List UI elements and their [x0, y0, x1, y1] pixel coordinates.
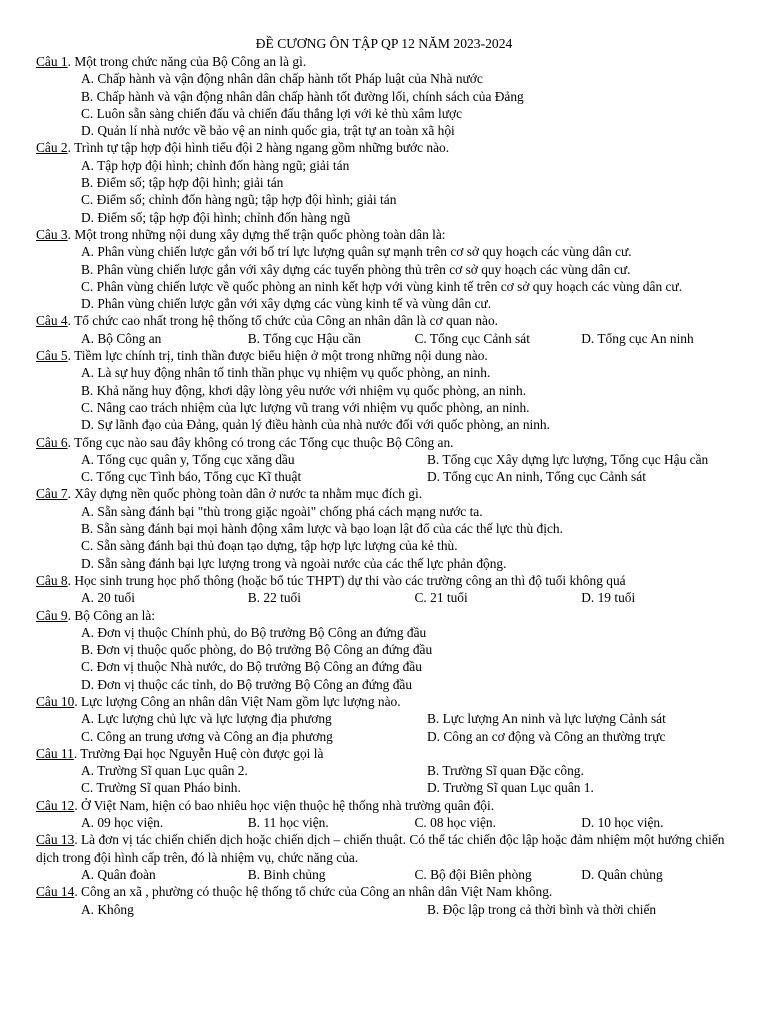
option-b: B. Lực lượng An ninh và lực lượng Cảnh sát	[427, 711, 666, 727]
question-text: . Tiềm lực chính trị, tinh thần được biểu hiện ở một trong những nội dung nào.	[67, 348, 488, 364]
question-text: . Bộ Công an là:	[67, 607, 156, 623]
question-13	[0, 831, 768, 866]
option-d: D. Sẵn sàng đánh bại lực lượng trong và ngoài nước của các thế lực phản động.	[81, 555, 507, 571]
question-text: . Trường Đại học Nguyễn Huệ còn được gọi là	[73, 745, 324, 761]
option-c: C. Đơn vị thuộc Nhà nước, do Bộ trưởng Bộ Công an đứng đầu	[81, 659, 422, 675]
question-text: . Là đơn vị tác chiến chiến dịch hoặc chiến dịch – chiến thuật. Có thể tác chiến độc lập hoặc đảm nhiệm một hướng chiến dịch trong đội hình cấp trên, đó là nhiệm vụ, chức năng của.	[36, 832, 725, 865]
option-a: A. Tập hợp đội hình; chỉnh đốn hàng ngũ; giải tán	[81, 157, 350, 173]
question-label: Câu 9	[36, 607, 68, 623]
option-a: A. Đơn vị thuộc Chính phủ, do Bộ trưởng Bộ Công an đứng đầu	[81, 624, 427, 640]
option-d: D. Quản lí nhà nước về bảo vệ an ninh quốc gia, trật tự an toàn xã hội	[81, 123, 455, 139]
option-c: C. Công an trung ương và Công an địa phương	[81, 728, 333, 744]
question-text: . Trình tự tập hợp đội hình tiểu đội 2 hàng ngang gồm những bước nào.	[67, 140, 450, 156]
question-3	[0, 226, 768, 243]
option-b: B. Binh chủng	[247, 866, 326, 882]
option-a: A. Sẵn sàng đánh bại "thù trong giặc ngoài" chống phá cách mạng nước ta.	[81, 503, 483, 519]
question-9	[0, 607, 768, 624]
option-d: D. Trường Sĩ quan Lục quân 1.	[427, 780, 594, 796]
option-b: B. Khả năng huy động, khơi dậy lòng yêu nước với nhiệm vụ quốc phòng, an ninh.	[81, 382, 527, 398]
question-text: . Công an xã , phường có thuộc hệ thống tổ chức của Công an nhân dân Việt Nam không.	[74, 884, 553, 900]
option-d: D. Quân chủng	[581, 866, 663, 882]
option-c: C. Sẵn sàng đánh bại thủ đoạn tạo dựng, tập hợp lực lượng của kẻ thù.	[81, 538, 458, 554]
question-10	[0, 693, 768, 710]
options-row	[0, 589, 768, 606]
option-c: C. 08 học viện.	[414, 815, 496, 831]
question-4	[0, 312, 768, 329]
option-b: B. 11 học viện.	[247, 815, 329, 831]
question-6	[0, 434, 768, 451]
option-b: B. Điểm số; tập hợp đội hình; giải tán	[81, 175, 284, 191]
question-text: . Xây dựng nền quốc phòng toàn dân ở nước ta nhằm mục đích gì.	[67, 486, 423, 502]
question-1	[0, 53, 768, 70]
option-d: D. Phân vùng chiến lược gắn với xây dựng các vùng kinh tế và vùng dân cư.	[81, 296, 492, 312]
question-14	[0, 883, 768, 900]
question-label: Câu 4	[36, 313, 68, 329]
option-a: A. Tổng cục quân y, Tổng cục xăng dầu	[81, 451, 295, 467]
options-row	[0, 710, 768, 727]
question-label: Câu 8	[36, 572, 68, 588]
option-c: C. 21 tuổi	[414, 590, 468, 606]
options-row	[0, 779, 768, 796]
option-a: A. Phân vùng chiến lược gắn với bố trí lực lượng quân sự mạnh trên cơ sở quy hoạch các vùng dân cư.	[81, 244, 632, 260]
option-a: A. Trường Sĩ quan Lục quân 2.	[81, 763, 248, 779]
option-d: D. Tổng cục An ninh, Tổng cục Cảnh sát	[427, 469, 646, 485]
question-label: Câu 12	[36, 797, 75, 813]
question-7	[0, 485, 768, 502]
question-5	[0, 347, 768, 364]
question-label: Câu 13	[36, 832, 75, 848]
options-row	[0, 901, 768, 918]
option-c: C. Bộ đội Biên phòng	[414, 866, 532, 882]
option-b: B. Trường Sĩ quan Đặc công.	[427, 763, 584, 779]
option-a: A. Là sự huy động nhân tố tinh thần phục vụ nhiệm vụ quốc phòng, an ninh.	[81, 365, 491, 381]
options-row	[0, 728, 768, 745]
question-label: Câu 1	[36, 54, 68, 69]
question-label: Câu 5	[36, 348, 68, 364]
option-b: B. Đơn vị thuộc quốc phòng, do Bộ trưởng Bộ Công an đứng đầu	[81, 642, 433, 658]
options-row	[0, 468, 768, 485]
question-label: Câu 10	[36, 693, 75, 709]
question-label: Câu 11	[36, 745, 74, 761]
question-11	[0, 745, 768, 762]
question-2	[0, 139, 768, 156]
option-c: C. Phân vùng chiến lược về quốc phòng an ninh kết hợp với vùng kinh tế trên cơ sở quy hoạch các vùng dân cư.	[81, 278, 683, 294]
option-d: D. Đơn vị thuộc các tỉnh, do Bộ trưởng Bộ Công an đứng đầu	[81, 676, 413, 692]
option-a: A. Không	[81, 901, 134, 917]
document-title: ĐỀ CƯƠNG ÔN TẬP QP 12 NĂM 2023-2024	[255, 36, 513, 51]
question-12	[0, 797, 768, 814]
options-row	[0, 814, 768, 831]
option-d: D. Tổng cục An ninh	[581, 330, 694, 346]
question-label: Câu 2	[36, 140, 68, 156]
question-label: Câu 14	[36, 884, 75, 900]
options-row	[0, 330, 768, 347]
option-a: A. 20 tuổi	[81, 590, 135, 606]
option-c: C. Điểm số; chỉnh đốn hàng ngũ; tập hợp đội hình; giải tán	[81, 192, 397, 208]
option-b: B. Tổng cục Hậu cần	[247, 330, 361, 346]
question-text: . Tổ chức cao nhất trong hệ thống tổ chức của Công an nhân dân là cơ quan nào.	[67, 313, 499, 329]
option-a: A. Quân đoàn	[81, 866, 156, 882]
option-b: B. Phân vùng chiến lược gắn với xây dựng các tuyến phòng thủ trên cơ sở quy hoạch các vùng dân cư.	[81, 261, 631, 277]
option-c: C. Tổng cục Cảnh sát	[414, 330, 530, 346]
question-text: . Lực lượng Công an nhân dân Việt Nam gồm lực lượng nào.	[74, 693, 401, 709]
option-d: D. Điểm số; tập hợp đội hình; chỉnh đốn hàng ngũ	[81, 209, 351, 225]
option-d: D. Sự lãnh đạo của Đảng, quản lý điều hành của nhà nước đối với quốc phòng, an ninh.	[81, 417, 550, 433]
option-b: B. Chấp hành và vận động nhân dân chấp hành tốt đường lối, chính sách của Đảng	[81, 88, 524, 104]
option-a: A. Bộ Công an	[81, 330, 162, 346]
option-c: C. Nâng cao trách nhiệm của lực lượng vũ trang với nhiệm vụ quốc phòng, an ninh.	[81, 399, 530, 415]
question-8	[0, 572, 768, 589]
question-label: Câu 7	[36, 486, 68, 502]
question-label: Câu 6	[36, 434, 68, 450]
option-c: C. Luôn sẵn sàng chiến đấu và chiến đấu thắng lợi với kẻ thù xâm lược	[81, 105, 463, 121]
option-a: A. 09 học viện.	[81, 815, 164, 831]
options-row	[0, 762, 768, 779]
option-b: B. Sẵn sàng đánh bại mọi hành động xâm lược và bạo loạn lật đổ của các thế lực thù địch.	[81, 521, 563, 537]
question-text: . Học sinh trung học phổ thông (hoặc bổ túc THPT) dự thi vào các trường công an thì độ tuổi không quá	[67, 572, 626, 588]
question-label: Câu 3	[36, 226, 68, 242]
option-b: B. Tổng cục Xây dựng lực lượng, Tổng cục Hậu cần	[427, 451, 709, 467]
option-b: B. Độc lập trong cả thời bình và thời chiến	[427, 901, 657, 917]
option-b: B. 22 tuổi	[247, 590, 301, 606]
options-row	[0, 451, 768, 468]
option-d: D. 19 tuổi	[581, 590, 636, 606]
question-text: . Tổng cục nào sau đây không có trong các Tổng cục thuộc Bộ Công an.	[67, 434, 454, 450]
option-c: C. Trường Sĩ quan Pháo binh.	[81, 780, 241, 796]
option-a: A. Lực lượng chủ lực và lực lượng địa phương	[81, 711, 332, 727]
option-a: A. Chấp hành và vận động nhân dân chấp hành tốt Pháp luật của Nhà nước	[81, 71, 483, 87]
options-row	[0, 866, 768, 883]
question-text: . Một trong những nội dung xây dựng thế trận quốc phòng toàn dân là:	[67, 226, 446, 242]
option-c: C. Tổng cục Tình báo, Tổng cục Kĩ thuật	[81, 469, 302, 485]
option-d: D. 10 học viện.	[581, 815, 664, 831]
question-text: . Ở Việt Nam, hiện có bao nhiêu học viện thuộc hệ thống nhà trường quân đội.	[74, 797, 495, 813]
question-text: . Một trong chức năng của Bộ Công an là gì.	[67, 54, 307, 69]
option-d: D. Công an cơ động và Công an thường trực	[427, 728, 666, 744]
